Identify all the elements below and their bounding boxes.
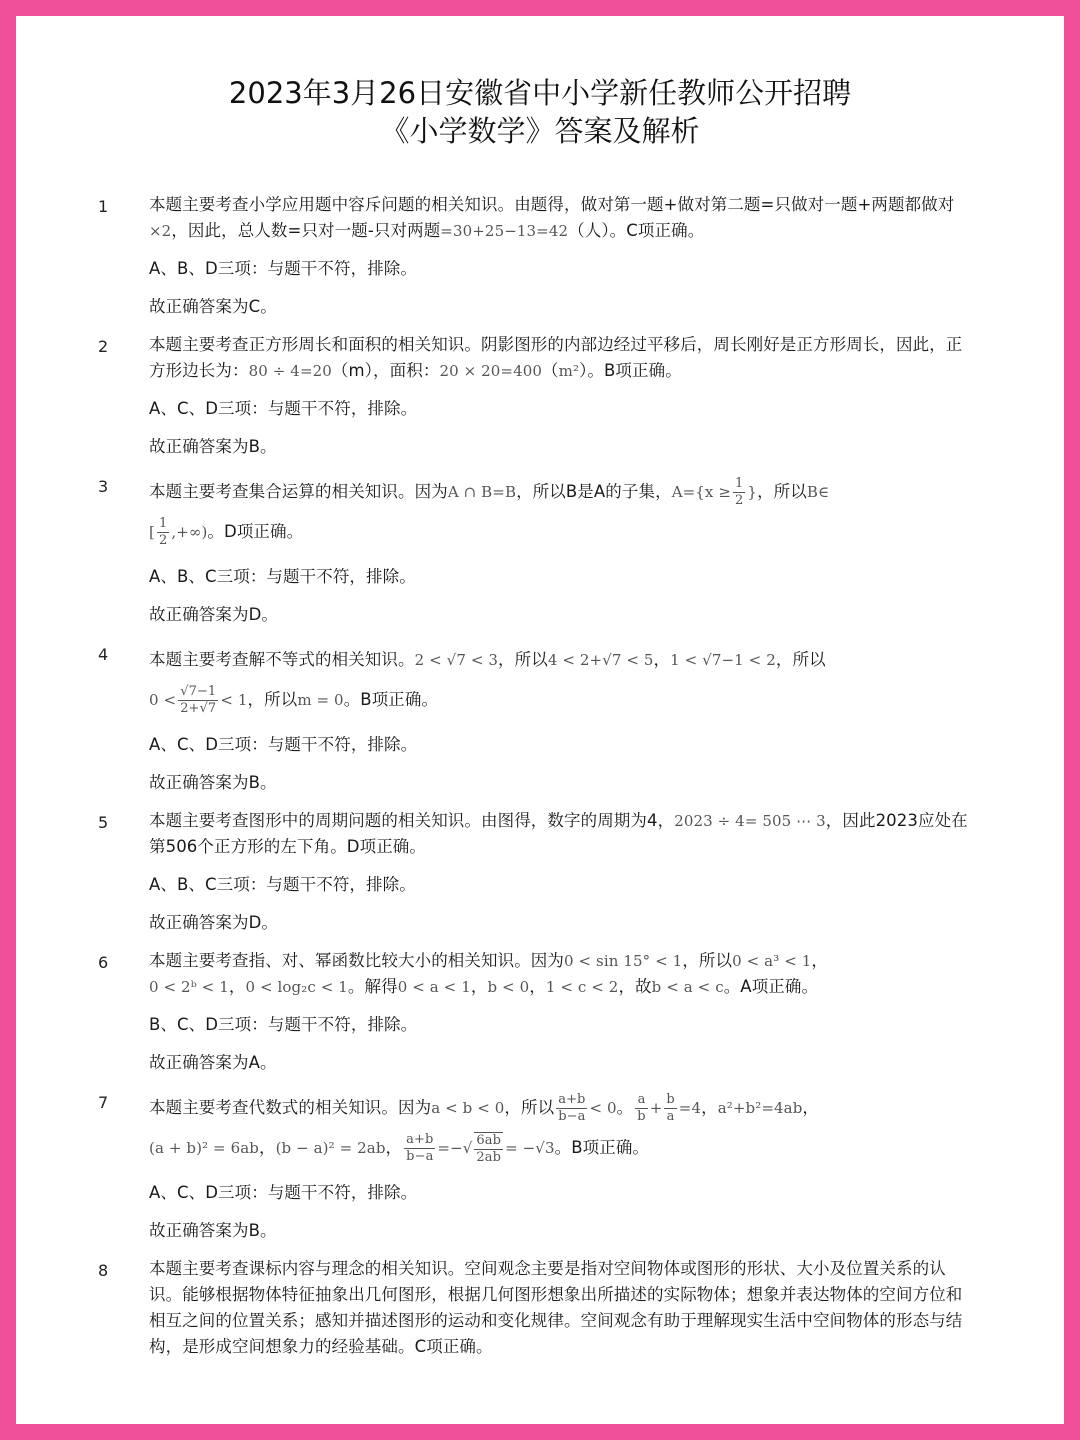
answer-item-8	[16, 1256, 1064, 1360]
item-number: 8	[98, 1261, 109, 1280]
answer-item-7	[16, 1088, 1064, 1244]
explanation: 本题主要考查代数式的相关知识。因为a < b < 0，所以 $\frac{a+b}{b-a}$ < 0。 $\frac{a}{b}$ + $\frac{b}{a}$ =4，a²+b²=4ab， (a + b)² = 6ab，(b − a)² = 2ab， $\frac{a+b}{b-a}$ =−√ $\frac{6ab}{2ab}$ = −√3。B项正确。	[149, 1092, 820, 1165]
fraction: $\frac{a+b}{b-a}$	[406, 1132, 434, 1164]
fraction: $\frac{1}{2}$	[735, 476, 744, 508]
final-answer: 故正确答案为B。	[149, 773, 277, 792]
explanation: 本题主要考查正方形周长和面积的相关知识。阴影图形的内部边经过平移后，周长刚好是正方形周长，因此，正方形边长为：80 ÷ 4=20（m），面积：20 × 20=400（m²）。B项正确。	[149, 335, 963, 380]
exclusion-note: A、C、D三项：与题干不符，排除。	[149, 1183, 418, 1202]
final-answer: 故正确答案为A。	[149, 1053, 277, 1072]
item-number: 3	[98, 477, 109, 496]
final-answer: 故正确答案为B。	[149, 1221, 277, 1240]
item-number: 6	[98, 953, 109, 972]
fraction: $\frac{√7-1}{2+√7}$	[180, 684, 217, 716]
answer-list	[16, 192, 1064, 1360]
item-number: 1	[98, 197, 109, 216]
exclusion-note: B、C、D三项：与题干不符，排除。	[149, 1015, 418, 1034]
exclusion-note: A、B、C三项：与题干不符，排除。	[149, 875, 416, 894]
final-answer: 故正确答案为D。	[149, 913, 279, 932]
item-number: 4	[98, 645, 109, 664]
answer-item-2	[16, 332, 1064, 460]
answer-item-1	[16, 192, 1064, 320]
exclusion-note: A、B、C三项：与题干不符，排除。	[149, 567, 416, 586]
answer-item-6	[16, 948, 1064, 1076]
explanation: 本题主要考查小学应用题中容斥问题的相关知识。由题得，做对第一题+做对第二题=只做对一题+两题都做对×2，因此，总人数=只对一题-只对两题=30+25−13=42（人）。C项正确。	[149, 195, 955, 240]
fraction: $\frac{6ab}{2ab}$	[476, 1132, 502, 1165]
explanation: 本题主要考查图形中的周期问题的相关知识。由图得，数字的周期为4，2023 ÷ 4= 505 ⋯ 3，因此2023应处在第506个正方形的左下角。D项正确。	[149, 811, 968, 856]
fraction: $\frac{b}{a}$	[666, 1092, 675, 1124]
exclusion-note: A、B、D三项：与题干不符，排除。	[149, 259, 418, 278]
final-answer: 故正确答案为D。	[149, 605, 279, 624]
exclusion-note: A、C、D三项：与题干不符，排除。	[149, 399, 418, 418]
page-title	[16, 74, 1064, 150]
final-answer: 故正确答案为C。	[149, 297, 277, 316]
answer-sheet	[16, 16, 1064, 1424]
title-line-1: 2023年3月26日安徽省中小学新任教师公开招聘	[228, 76, 852, 110]
explanation: 本题主要考查指、对、幂函数比较大小的相关知识。因为0 < sin 15° < 1，所以0 < a³ < 1， 0 < 2ᵇ < 1，0 < log₂c < 1。解得0 < a < 1，b < 0，1 < c < 2，故b < a < c。A项正确。	[149, 951, 828, 996]
explanation: 本题主要考查课标内容与理念的相关知识。空间观念主要是指对空间物体或图形的形状、大小及位置关系的认识。能够根据物体特征抽象出几何图形，根据几何图形想象出所描述的实际物体；想象并表达物体的空间方位和相互之间的位置关系；感知并描述图形的运动和变化规律。空间观念有助于理解现实生活中空间物体的形态与结构，是形成空间想象力的经验基础。C项正确。	[149, 1259, 963, 1356]
answer-item-4	[16, 640, 1064, 796]
explanation: 本题主要考查集合运算的相关知识。因为A ∩ B=B，所以B是A的子集，A={x ≥ $\frac{1}{2}$ }，所以B∈ [ $\frac{1}{2}$ ,+∞)。D项正确。	[149, 476, 830, 548]
exclusion-note: A、C、D三项：与题干不符，排除。	[149, 735, 418, 754]
item-number: 2	[98, 337, 109, 356]
item-number: 7	[98, 1093, 109, 1112]
title-line-2: 《小学数学》答案及解析	[380, 114, 700, 148]
fraction: $\frac{a}{b}$	[637, 1092, 646, 1124]
answer-item-5	[16, 808, 1064, 936]
fraction: $\frac{1}{2}$	[158, 516, 168, 548]
final-answer: 故正确答案为B。	[149, 437, 277, 456]
answer-item-3	[16, 472, 1064, 628]
fraction: $\frac{a+b}{b-a}$	[558, 1092, 586, 1124]
item-number: 5	[98, 813, 109, 832]
explanation: 本题主要考查解不等式的相关知识。2 < √7 < 3，所以4 < 2+√7 < 5，1 < √7−1 < 2，所以 0 < $\frac{√7-1}{2+√7}$ < 1，所以m = 0。B项正确。	[149, 650, 826, 716]
